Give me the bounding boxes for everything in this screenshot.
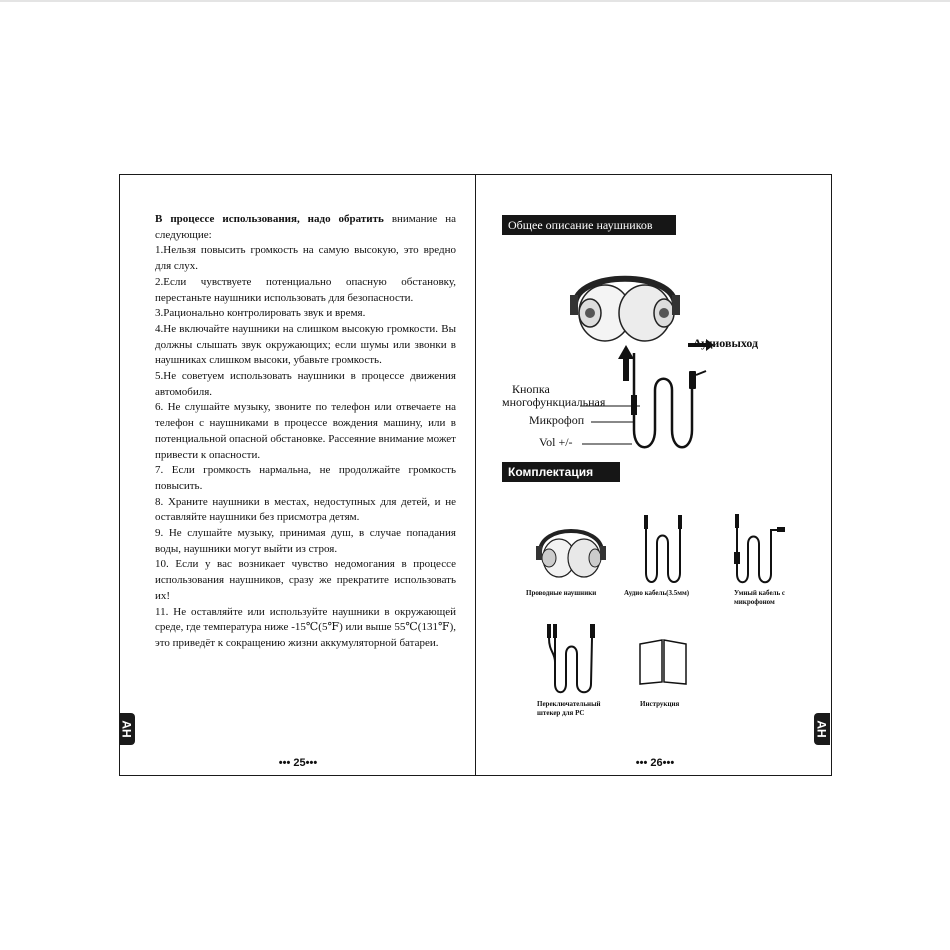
intro-rest: внимание на следующие: — [155, 213, 456, 241]
top-border-line — [0, 0, 950, 2]
microphone-label: Микрофоп — [529, 413, 585, 427]
warning-item-7: 7. Если громкость нармальна, не продолжайте громкость повысить. — [155, 464, 456, 492]
page-number-right: ••• 26••• — [635, 757, 675, 769]
cable-diagram — [610, 335, 720, 455]
overview-header: Общее описание наушников — [502, 215, 676, 235]
pointer-line-button — [580, 404, 640, 408]
multifunction-button-label-2: многофункциальная — [502, 395, 606, 409]
audio-cable-icon — [637, 513, 687, 588]
language-tab-right-label: AH — [815, 720, 829, 738]
volume-label: Vol +/- — [539, 435, 573, 449]
multifunction-button-label-1: Кнопка — [512, 382, 550, 396]
warning-item-4: 4.Не включайте наушники на слишком высокую громкости. Вы должны слышать звук окружающих; если шумы или звонки в наушниках слишком высоки, убавьте громкость. — [155, 322, 456, 367]
language-tab-right — [814, 713, 830, 745]
kit-label-wired-headphones: Проводные наушники — [526, 589, 597, 597]
language-tab-left — [119, 713, 135, 745]
intro-bold: В процессе использования, надо обратить — [155, 213, 384, 225]
audio-out-label: Аудиовыход — [693, 336, 759, 350]
intro-paragraph — [155, 212, 456, 243]
warning-item-3: 3.Рационально контролировать звук и время. — [155, 307, 366, 320]
manual-book-icon — [638, 638, 688, 686]
pointer-line-mic — [591, 420, 633, 424]
pointer-line-vol — [582, 442, 632, 446]
headphones-diagram — [560, 265, 690, 345]
kit-label-manual: Инструкция — [640, 700, 680, 708]
kit-label-audio-cable: Аудио кабель(3.5мм) — [624, 589, 690, 597]
warning-item-9: 9. Не слушайте музыку, принимая душ, в случае попадания воды, наушники могут выйти из строя. — [155, 527, 456, 555]
warning-item-10: 10. Если у вас возникает чувство недомогания в процессе использования наушников, сразу же прекратите использовать их! — [155, 558, 456, 602]
warning-item-6: 6. Не слушайте музыку, звоните по телефон или отвечаете на телефон с наушниками в процессе вождения машину, или в потенциальной опасной обстановке. Рассеяние внимание может привести к опасности. — [155, 401, 456, 461]
warning-item-5: 5.Не советуем использовать наушники в процессе движения автомобиля. — [155, 370, 456, 398]
kit-header: Комплектация — [502, 462, 620, 482]
language-tab-left-label: AH — [120, 720, 134, 738]
kit-label-pc-adapter: Переключательный штекер для PC — [537, 700, 601, 717]
warning-item-1: 1.Нельзя повысить громкость на самую высокую, это вредно для слух. — [155, 244, 456, 273]
warning-item-2: 2.Если чувствуете потенциально опасную обстановку, перестаньте наушники использовать для безопасности. — [155, 275, 456, 304]
smart-cable-icon — [727, 512, 787, 587]
usage-warnings — [155, 212, 456, 652]
pc-adapter-icon — [543, 622, 603, 697]
page-number-left: ••• 25••• — [278, 757, 318, 769]
warning-item-11: 11. Не оставляйте или используйте наушники в окружающей среде, где температура ниже -15℃(5℉) или выше 55℃(131℉), это приведёт к сокращению жизни аккумуляторной батареи. — [155, 605, 456, 649]
kit-label-smart-cable: Умный кабель с микрофоном — [734, 589, 786, 606]
wired-headphones-icon — [532, 522, 610, 582]
warning-item-8: 8. Храните наушники в местах, недоступных для детей, и не оставляйте наушники без присмотра детям. — [155, 495, 456, 524]
